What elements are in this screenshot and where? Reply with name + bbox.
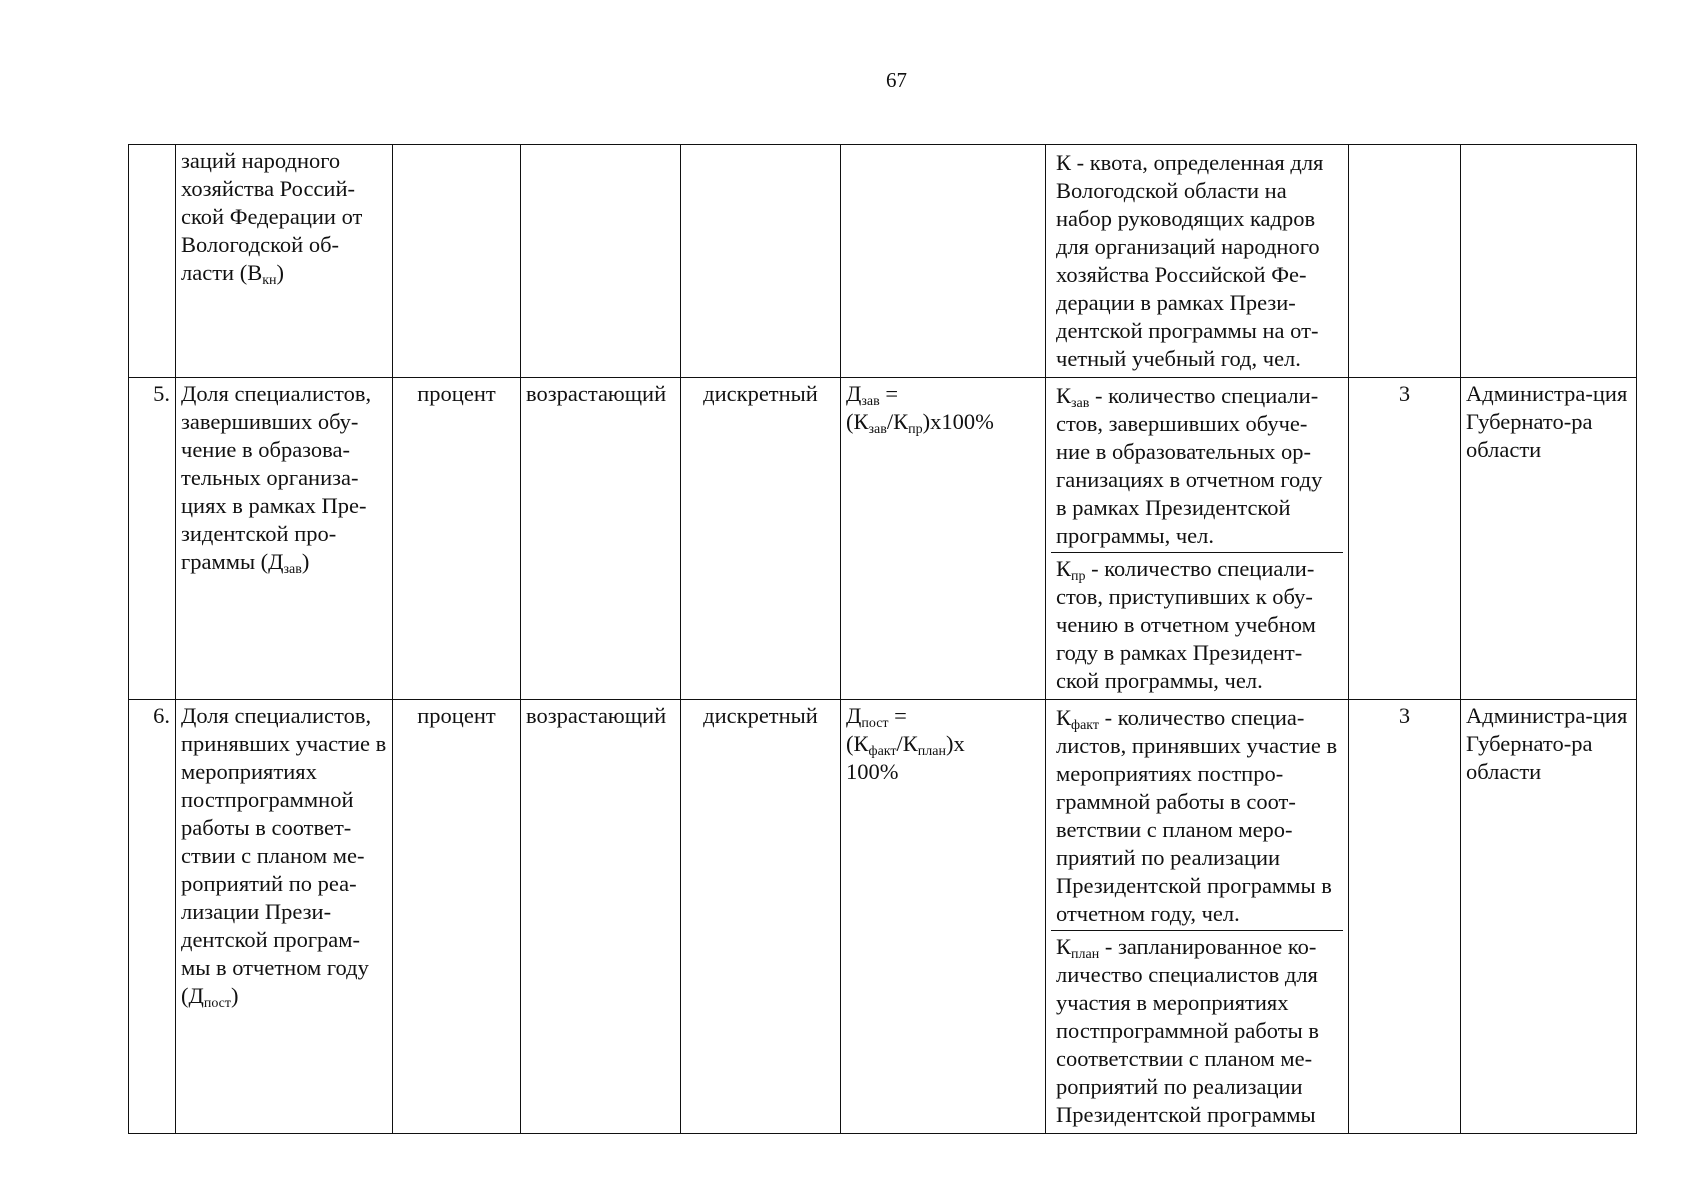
trend-cell: возрастающий <box>521 700 681 1134</box>
unit-cell: процент <box>393 378 521 700</box>
formula-cell: $Д_{пост}$ = $(К_{факт}/К_{план})х$ 100% <box>841 700 1046 1134</box>
formula-cell <box>841 145 1046 378</box>
table-body <box>129 145 1637 1134</box>
definition-text: $К_{факт}$ - количество специа-листов, принявших участие в мероприятиях постпро-граммной работы в соот-ветствии с планом меро-приятий по реализации Президентской программы в отчетном году, чел. <box>1056 705 1338 926</box>
responsible-cell: Администра-ция Губернато-ра области <box>1461 378 1637 700</box>
table-row <box>129 145 1637 378</box>
definition-text: $К_{план}$ - запланированное ко-личество специалистов для участия в мероприятиях постпрограммной работы в соответствии с планом ме-роприятий по реализации Президентской программы <box>1051 930 1343 1131</box>
indicator-name-cell: Доля специалистов, принявших участие в мероприятиях постпрограммной работы в соответ-ствии с планом ме-роприятий по реа-лизации Прези-дентской програм-мы в отчетном году $(Д_{пост})$ <box>176 700 393 1134</box>
table-row <box>129 378 1637 700</box>
unit-cell: процент <box>393 700 521 1134</box>
frequency-cell: 3 <box>1349 700 1461 1134</box>
row-number-cell <box>129 145 176 378</box>
frequency-cell <box>1349 145 1461 378</box>
definitions-cell <box>1046 145 1349 378</box>
page-number: 67 <box>886 68 907 92</box>
indicator-type-cell <box>681 145 841 378</box>
definition-text: $К_{пр}$ - количество специали-стов, приступивших к обу-чению в отчетном учебном году в рамках Президент-ской программы, чел. <box>1051 552 1343 697</box>
definitions-cell <box>1046 700 1349 1134</box>
table-row <box>129 700 1637 1134</box>
frequency-cell: 3 <box>1349 378 1461 700</box>
row-number-cell: 5. <box>129 378 176 700</box>
indicator-name-cell: Доля специалистов, завершивших обу-чение в образова-тельных организа-циях в рамках Пре-зидентской про-граммы $(Д_{зав})$ <box>176 378 393 700</box>
indicator-type-cell: дискретный <box>681 378 841 700</box>
trend-cell: возрастающий <box>521 378 681 700</box>
trend-cell <box>521 145 681 378</box>
definitions-cell <box>1046 378 1349 700</box>
unit-cell <box>393 145 521 378</box>
indicators-table <box>128 144 1637 1134</box>
formula-cell: $Д_{зав}$ = $(К_{зав}/К_{пр})х100\%$ <box>841 378 1046 700</box>
row-number-cell: 6. <box>129 700 176 1134</box>
indicator-type-cell: дискретный <box>681 700 841 1134</box>
responsible-cell: Администра-ция Губернато-ра области <box>1461 700 1637 1134</box>
responsible-cell <box>1461 145 1637 378</box>
definition-text: $К_{зав}$ - количество специали-стов, завершивших обуче-ние в образовательных ор-ганизациях в отчетном году в рамках Президентской программы, чел. <box>1056 383 1323 548</box>
indicator-name-cell: заций народного хозяйства Россий-ской Федерации от Вологодской об-ласти $(В_{кн})$ <box>176 145 393 378</box>
definition-text: К - квота, определенная для Вологодской области на набор руководящих кадров для организаций народного хозяйства Российской Фе-дерации в рамках Прези-дентской программы на от-четный учебный год, чел. <box>1056 150 1324 371</box>
